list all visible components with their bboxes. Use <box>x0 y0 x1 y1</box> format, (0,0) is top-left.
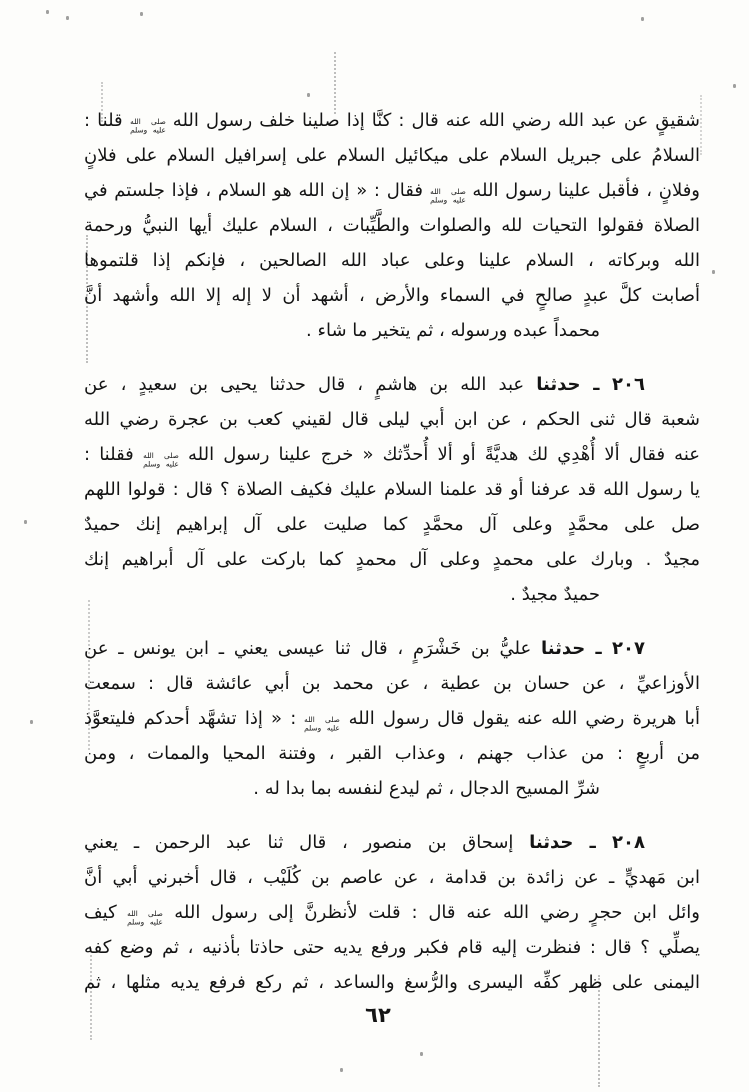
scan-artifact <box>307 93 310 97</box>
prophet-honorific-mark: صلى الله عليه وسلم <box>129 117 166 134</box>
paragraph-hadith-208 <box>84 825 700 1000</box>
text-line: محمداً عبده ورسوله ، ثم يتخير ما شاء . <box>306 320 600 341</box>
text-line: الصلاة فقولوا التحيات لله والصلوات والطَّيِّبات ، السلام عليك أيها النبيُّ ورحمة <box>84 215 700 236</box>
scan-artifact <box>641 17 644 21</box>
text-line: صل على محمَّدٍ وعلى آل محمَّدٍ كما صليت على آل إبراهيم إنك حميدٌ <box>84 514 700 535</box>
text-line: حميدٌ مجيدٌ . <box>510 584 600 605</box>
text-line: أبا هريرة رضي الله عنه يقول قال رسول الله صلى الله عليه وسلم : « إذا تشهَّد أحدكم فليتعوَّذ <box>84 708 700 732</box>
scan-artifact <box>66 16 69 20</box>
text-line: شرِّ المسيح الدجال ، ثم ليدع لنفسه بما بدا له . <box>253 778 600 799</box>
text-line: يصلِّي ؟ قال : فنظرت إليه قام فكبر ورفع يديه حتى حاذتا بأذنيه ، ثم وضع كفه <box>84 937 700 958</box>
page-number: ٦٢ <box>365 1003 391 1027</box>
text-line: شقيقٍ عن عبد الله رضي الله عنه قال : كنَّا إذا صلينا خلف رسول الله صلى الله عليه وسلم قلنا : <box>84 110 700 134</box>
prophet-honorific-mark: صلى الله عليه وسلم <box>429 187 466 204</box>
text-line: اليمنى على ظهر كفِّه اليسرى والرُّسغ والساعد ، ثم ركع فرفع يديه مثلها ، ثم <box>84 972 700 993</box>
text-line: أصابت كلَّ عبدٍ صالحٍ في السماء والأرض ، أشهد أن لا إله إلا الله وأشهد أنَّ <box>84 285 700 306</box>
text-line: شعبة قال ثنى الحكم ، عن ابن أبي ليلى قال لقيني كعب بن عجرة رضي الله <box>84 409 700 430</box>
text-line: وفلانٍ ، فأقبل علينا رسول الله صلى الله عليه وسلم فقال : « إن الله هو السلام ، فإذا جلستم في <box>84 180 700 204</box>
scan-artifact <box>24 520 27 524</box>
paragraph-hadith-206 <box>84 367 700 612</box>
text-line: من أربعٍ : من عذاب جهنم ، وعذاب القبر ، وفتنة المحيا والممات ، ومن <box>84 743 700 764</box>
text-block <box>84 103 700 1019</box>
scan-artifact <box>420 1052 423 1056</box>
text-line: ٢٠٦ ـ حدثنا عبد الله بن هاشمٍ ، قال حدثنا يحيى بن سعيدٍ ، عن <box>84 374 646 395</box>
text-line: مجيدٌ . وبارك على محمدٍ وعلى آل محمدٍ كما باركت على آل أبراهيم إنك <box>84 549 700 570</box>
text-line: ٢٠٨ ـ حدثنا إسحاق بن منصور ، قال ثنا عبد الرحمن ـ يعني <box>84 832 645 853</box>
scan-artifact <box>700 95 702 155</box>
text-line: الله وبركاته ، السلام علينا وعلى عباد الله الصالحين ، فإنكم إذا قلتموها <box>84 250 700 271</box>
scan-artifact <box>733 84 736 88</box>
scan-artifact <box>46 10 49 14</box>
scan-artifact <box>30 720 33 724</box>
scan-artifact <box>140 12 143 16</box>
paragraph-hadith-continuation <box>84 103 700 348</box>
text-line: ٢٠٧ ـ حدثنا عليُّ بن خَشْرَمٍ ، قال ثنا عيسى يعني ـ ابن يونس ـ عن <box>84 638 645 659</box>
text-line: الأوزاعيِّ ، عن حسان بن عطية ، عن محمد بن أبي عائشة قال : سمعت <box>84 673 700 694</box>
text-line: السلامُ على جبريل السلام على ميكائيل السلام على إسرافيل السلام على فلانٍ <box>84 145 700 166</box>
scan-artifact <box>340 1068 343 1072</box>
scan-artifact <box>712 270 715 274</box>
text-line: يا رسول الله قد عرفنا أو قد علمنا السلام عليك فكيف الصلاة ؟ قال : قولوا اللهم <box>84 479 700 500</box>
paragraph-hadith-207 <box>84 631 700 806</box>
prophet-honorific-mark: صلى الله عليه وسلم <box>127 909 164 926</box>
prophet-honorific-mark: صلى الله عليه وسلم <box>143 451 179 468</box>
prophet-honorific-mark: صلى الله عليه وسلم <box>304 715 341 732</box>
text-line: ابن مَهديٍّ ـ عن زائدة بن قدامة ، عن عاصم بن كُلَيْب ، قال أخبرني أبي أنَّ <box>84 867 700 888</box>
text-line: عنه فقال ألا أُهْدِي لك هديَّةً أو ألا أُحدِّثك « خرج علينا رسول الله صلى الله عليه وسلم فقلنا : <box>84 444 701 468</box>
text-line: وائل ابن حجرٍ رضي الله عنه قال : قلت لأنظرنَّ إلى رسول الله صلى الله عليه وسلم كيف <box>84 902 700 926</box>
